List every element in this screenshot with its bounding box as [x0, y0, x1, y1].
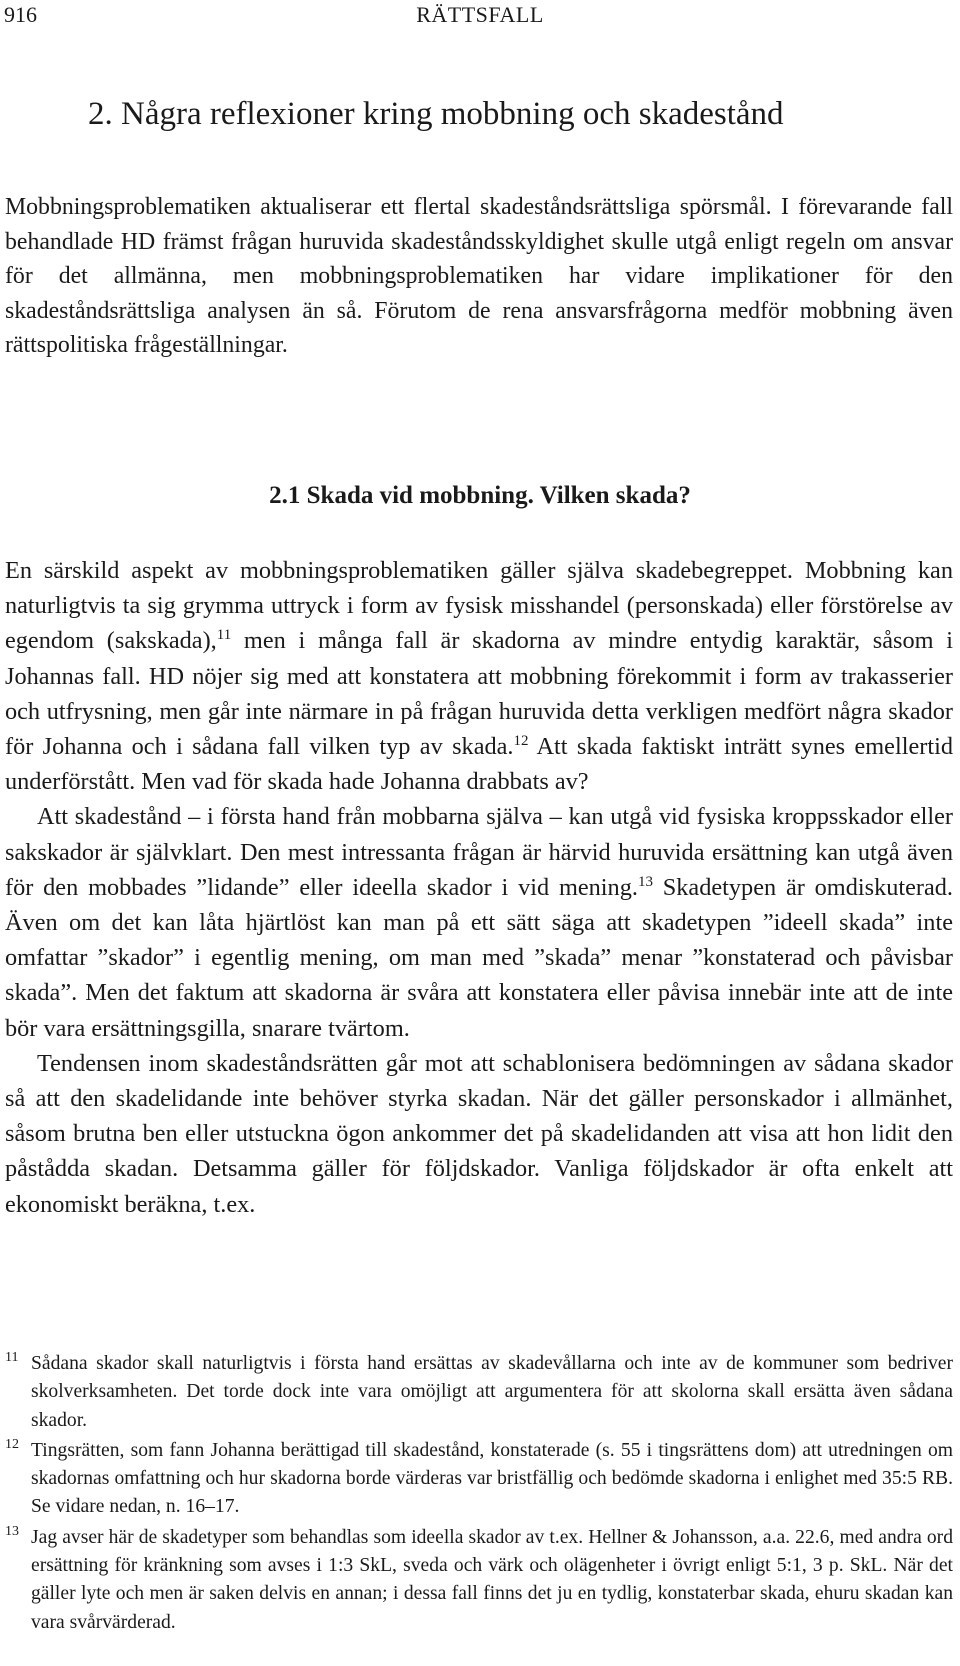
- footnote-reference[interactable]: 13: [637, 873, 653, 890]
- running-header: [2, 2, 958, 34]
- section-heading: 2. Några reflexioner kring mobbning och skadestånd: [88, 96, 784, 132]
- paragraph-text: Att skadestånd – i första hand från mobbarna själva – kan utgå vid fysiska kroppsskador eller sakskador är självklart. Den mest intressanta frågan är härvid huruvida ersättning kan utgå även för den mobbades ”lidande” eller ideella skador i vid mening.: [5, 803, 953, 901]
- page-number: 916: [4, 2, 37, 27]
- intro-paragraph: Mobbningsproblematiken aktualiserar ett flertal skadeståndsrättsliga spörsmål. I förevarande fall behandlade HD främst frågan huruvida skadeståndsskyldighet skulle utgå enligt regeln om ansvar för det allmänna, men mobbningsproblematiken har vidare implikationer för den skadeståndsrättsliga analysen än så. Förutom de rena ansvarsfrågorna medför mobbning även rättspolitiska frågeställningar.: [5, 194, 953, 358]
- footnote-reference[interactable]: 11: [216, 627, 232, 644]
- footnote-text: Jag avser här de skadetyper som behandlas som ideella skador av t.ex. Hellner & Johansson, a.a. 22.6, med andra ord ersättning för kränkning som avses i 1:3 SkL, sveda och värk och olägenheter i övrigt enligt 5:1, 3 p. SkL. När det gäller lyte och men är saken delvis en annan; i dessa fall finns det ju en tydlig, konstaterbar skada, ehuru skadan kan vara svårvärderad.: [31, 1526, 953, 1633]
- subsection-heading: 2.1 Skada vid mobbning. Vilken skada?: [269, 482, 691, 509]
- footnote-number: 11: [5, 1350, 19, 1365]
- body-paragraph: Tendensen inom skadeståndsrätten går mot att schablonisera bedömningen av sådana skador så att den skadelidande inte behöver styrka skadan. När det gäller personskador i allmänhet, såsom brutna ben eller utstuckna ögon ankommer det på skadelidanden att visa att hon lidit den påstådda skadan. Detsamma gäller för följdskador. Vanliga följdskador är ofta enkelt att ekonomiskt beräkna, t.ex.: [5, 1049, 953, 1218]
- footnote: [5, 1350, 953, 1435]
- subsection-body: [5, 553, 953, 1222]
- running-title: RÄTTSFALL: [416, 2, 544, 27]
- paragraph-text: Skadetypen är omdiskuterad. Även om det kan låta hjärtlöst kan man på ett sätt säga att skadetypen ”ideell skada” inte omfattar ”skador” i egentlig mening, om man med ”skada” menar ”konstaterad och påvisbar skada”. Men det faktum att skadorna är svåra att konstatera eller påvisa innebär inte att de inte bör vara ersättningsgilla, snarare tvärtom.: [5, 873, 953, 1042]
- footnote: [5, 1524, 953, 1637]
- body-paragraph: [5, 799, 953, 1045]
- footnote-text: Sådana skador skall naturligtvis i första hand ersättas av skadevållarna och inte av de kommuner som bedriver skolverksamheten. Det torde dock inte vara omöjligt att argumentera för att skolorna skall ersätta även sådana skador.: [31, 1353, 953, 1431]
- body-paragraph: [5, 553, 953, 799]
- footnote-number: 12: [5, 1436, 19, 1452]
- footnote-text: Tingsrätten, som fann Johanna berättigad till skadestånd, konstaterade (s. 55 i tingsrättens dom) att utredningen om skadornas omfattning och hur skadorna borde värderas var bristfällig och bedömde skadorna i enlighet med 35:5 RB. Se vidare nedan, n. 16–17.: [31, 1439, 953, 1518]
- paragraph-text: En särskild aspekt av mobbningsproblematiken gäller själva skadebegreppet. Mobbning kan naturligtvis ta sig grymma uttryck i form av fysisk misshandel (personskada) eller förstörelse av egendom (sakskada),: [5, 557, 953, 655]
- footnotes: [5, 1350, 953, 1639]
- footnote-number: 13: [5, 1523, 19, 1539]
- footnote-reference[interactable]: 12: [513, 733, 529, 750]
- paragraph-text: Att skada faktiskt inträtt synes emellertid underförstått. Men vad för skada hade Johanna drabbats av?: [5, 733, 953, 796]
- footnote: [5, 1437, 953, 1522]
- paragraph-text: men i många fall är skadorna av mindre entydig karaktär, såsom i Johannas fall. HD nöjer sig med att konstatera att mobbning förekommit i form av trakasserier och utfrysning, men går inte närmare in på frågan huruvida detta verkligen medfört några skador för Johanna och i sådana fall vilken typ av skada.: [5, 627, 953, 761]
